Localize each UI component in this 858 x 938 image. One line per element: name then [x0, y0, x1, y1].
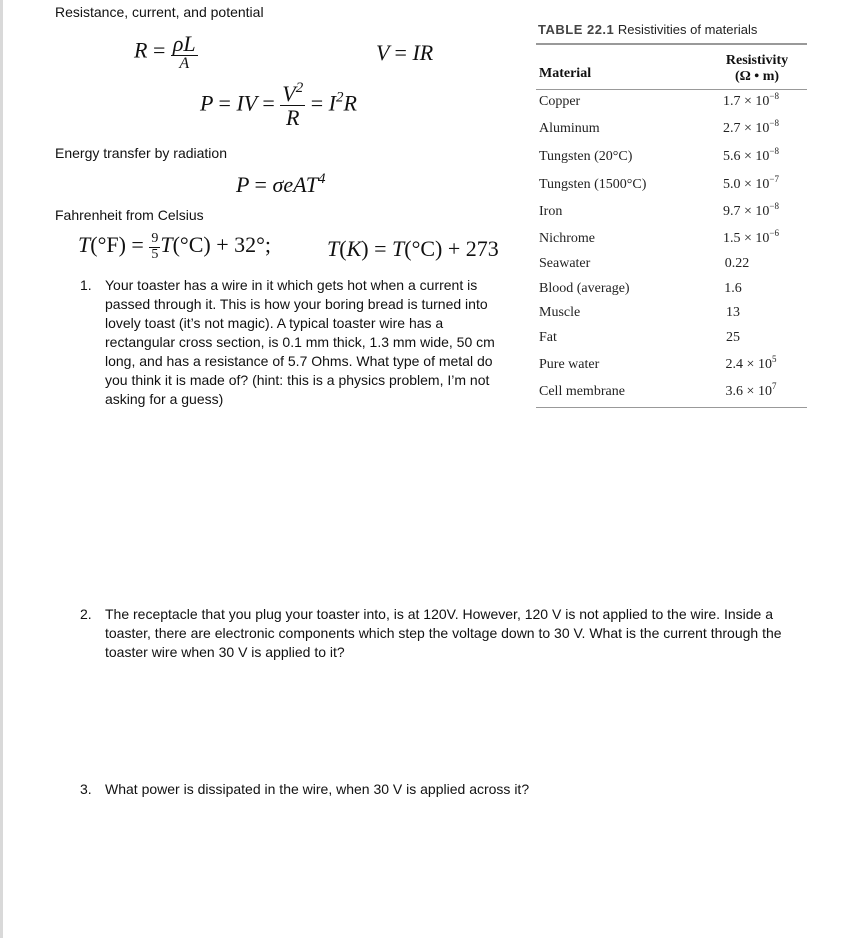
table-cell-material: Aluminum [539, 121, 600, 136]
question-1-line: you think it is made of? (hint: this is a physics problem, I’m not [105, 372, 490, 388]
question-2-line: toaster wire when 30 V is applied to it? [105, 644, 345, 660]
resistivity-mantissa: 5.0 × 10 [723, 177, 770, 192]
table-header-resistivity: Resistivity [725, 53, 789, 68]
question-1-line: rectangular cross section, is 0.1 mm thick, 1.3 mm wide, 50 cm [105, 334, 495, 350]
table-cell-material: Tungsten (1500°C) [539, 177, 647, 192]
formula-kelvin: T(K) = T(°C) + 273 [327, 236, 499, 261]
resistivity-mantissa: 2.4 × 10 [725, 357, 772, 372]
resistivity-mantissa: 25 [726, 330, 740, 345]
table-cell-resistivity [702, 256, 772, 272]
question-1-number: 1. [80, 277, 92, 293]
formula-ohms-law: V = IR [376, 40, 434, 65]
question-1-line: Your toaster has a wire in it which gets hot when a current is [105, 277, 478, 293]
resistivity-exponent: 5 [771, 354, 777, 364]
heading-radiation: Energy transfer by radiation [55, 145, 227, 161]
resistivity-mantissa: 2.7 × 10 [723, 121, 770, 136]
question-1-line: passed through it. This is how your boring bread is turned into [105, 296, 488, 312]
table-cell-resistivity [716, 91, 786, 110]
table-cell-resistivity [716, 118, 786, 137]
question-1-line: asking for a guess) [105, 391, 224, 407]
table-cell-material: Seawater [539, 256, 591, 271]
table-top-rule [536, 43, 807, 45]
table-header-material: Material [539, 66, 592, 81]
resistivity-exponent: −6 [769, 228, 779, 238]
resistivity-exponent: −8 [769, 201, 779, 211]
question-2 [80, 605, 840, 665]
question-1-line: lovely toast (it’s not magic). A typical toaster wire has a [105, 315, 444, 331]
table-cell-resistivity [698, 305, 768, 321]
table-cell-material: Copper [539, 94, 581, 109]
question-1 [80, 276, 520, 412]
table-cell-material: Fat [539, 330, 557, 345]
table-cell-resistivity [716, 354, 786, 373]
page-left-edge [0, 0, 3, 938]
resistivity-mantissa: 1.5 × 10 [723, 231, 770, 246]
table-cell-resistivity [698, 330, 768, 346]
table-cell-material: Pure water [539, 357, 600, 372]
table-cell-material: Blood (average) [539, 281, 630, 296]
table-caption-text: Resistivities of materials [617, 22, 758, 37]
question-2-number: 2. [80, 606, 92, 622]
table-cell-resistivity [698, 281, 768, 297]
table-bottom-rule [536, 407, 807, 408]
resistivity-mantissa: 0.22 [724, 256, 750, 271]
question-3-line: What power is dissipated in the wire, when 30 V is applied across it? [105, 781, 530, 797]
formula-fahrenheit: T(°F) = $\frac{9}{5}$ T(°C) + 32°; [78, 231, 272, 262]
resistivity-exponent: −8 [769, 118, 779, 128]
table-cell-resistivity [716, 201, 786, 220]
table-caption [538, 22, 757, 37]
table-cell-material: Muscle [539, 305, 581, 320]
table-cell-material: Nichrome [539, 231, 595, 246]
table-cell-resistivity [716, 146, 786, 165]
table-header-rule [536, 89, 807, 90]
heading-resistance: Resistance, current, and potential [55, 4, 264, 20]
table-cell-material: Tungsten (20°C) [539, 149, 633, 164]
heading-fahrenheit: Fahrenheit from Celsius [55, 207, 204, 223]
table-cell-resistivity [716, 174, 786, 193]
resistivity-exponent: −7 [769, 174, 779, 184]
table-caption-label: TABLE 22.1 [538, 22, 615, 37]
table-header-units: (Ω • m) [734, 69, 780, 84]
table-cell-material: Cell membrane [539, 384, 625, 399]
table-cell-resistivity [716, 381, 786, 400]
resistivity-exponent: 7 [771, 381, 777, 391]
resistivity-mantissa: 1.6 [724, 281, 742, 296]
table-cell-resistivity [716, 228, 786, 247]
resistivity-mantissa: 9.7 × 10 [723, 204, 770, 219]
resistivity-mantissa: 13 [726, 305, 740, 320]
table-cell-material: Iron [539, 204, 563, 219]
resistivity-exponent: −8 [769, 146, 779, 156]
question-3-number: 3. [80, 781, 92, 797]
resistivity-mantissa: 5.6 × 10 [723, 149, 770, 164]
question-2-line: The receptacle that you plug your toaster into, is at 120V. However, 120 V is not applied to the wire. Inside a [105, 606, 773, 622]
formula-power: P = IV = $\frac{V^2}{R}$ = $I^2R$ [200, 80, 357, 131]
formula-resistance: R = $\frac{\rho L}{A}$ [134, 31, 196, 73]
resistivity-mantissa: 3.6 × 10 [725, 384, 772, 399]
question-2-line: toaster, there are electronic components which step the voltage down to 30 V. What is the current through the [105, 625, 782, 641]
question-3 [80, 780, 680, 800]
resistivity-mantissa: 1.7 × 10 [723, 94, 770, 109]
question-1-line: long, and has a resistance of 5.7 Ohms. What type of metal do [105, 353, 493, 369]
formula-radiation: P = σeAT$^4$ [236, 171, 326, 197]
resistivity-exponent: −8 [769, 91, 779, 101]
